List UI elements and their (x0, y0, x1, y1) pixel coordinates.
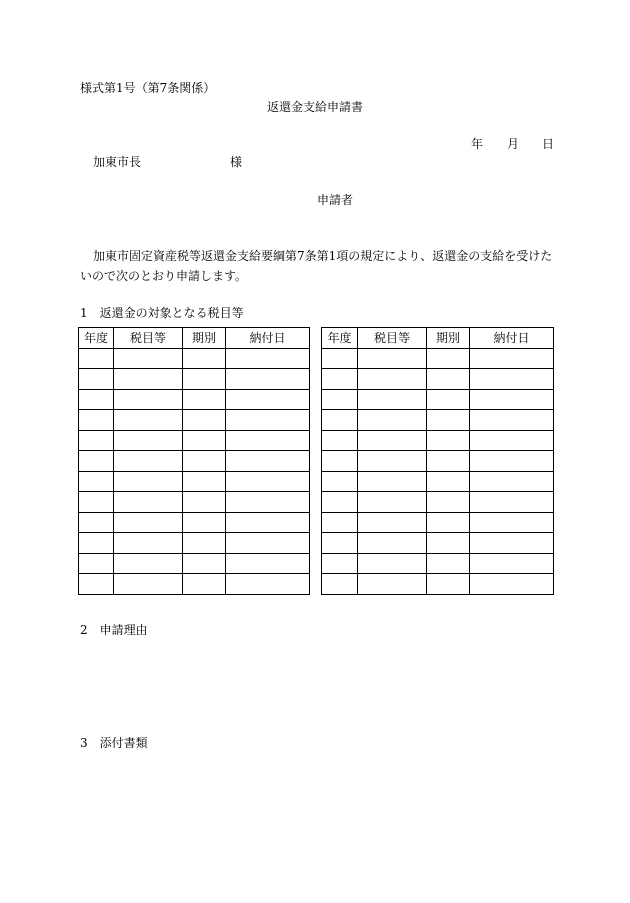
table-row (79, 348, 310, 369)
cell-fiscal-year[interactable] (79, 430, 114, 451)
cell-payment-date[interactable] (226, 492, 310, 513)
cell-fiscal-year[interactable] (322, 512, 358, 533)
cell-tax-item[interactable] (114, 410, 183, 431)
cell-tax-item[interactable] (358, 471, 427, 492)
cell-fiscal-year[interactable] (322, 574, 358, 595)
cell-period[interactable] (427, 574, 470, 595)
header-payment-date: 納付日 (226, 328, 310, 349)
cell-tax-item[interactable] (358, 492, 427, 513)
cell-fiscal-year[interactable] (79, 389, 114, 410)
date-month-label: 月 (507, 137, 520, 151)
table-row (79, 533, 310, 554)
table-row (79, 574, 310, 595)
form-number: 様式第1号（第7条関係） (80, 81, 216, 95)
cell-period[interactable] (427, 369, 470, 390)
cell-period[interactable] (427, 430, 470, 451)
table-row (79, 512, 310, 533)
table-row (322, 471, 554, 492)
table-row (79, 553, 310, 574)
cell-tax-item[interactable] (358, 553, 427, 574)
cell-tax-item[interactable] (114, 533, 183, 554)
cell-fiscal-year[interactable] (79, 492, 114, 513)
table-row (322, 369, 554, 390)
cell-payment-date[interactable] (470, 451, 554, 472)
cell-payment-date[interactable] (470, 348, 554, 369)
cell-tax-item[interactable] (114, 574, 183, 595)
table-row (79, 451, 310, 472)
cell-tax-item[interactable] (358, 533, 427, 554)
addressee: 加東市長 (93, 155, 142, 169)
cell-period[interactable] (183, 574, 226, 595)
cell-fiscal-year[interactable] (322, 430, 358, 451)
honorific: 様 (230, 155, 243, 169)
header-period: 期別 (427, 328, 470, 349)
table-row (322, 553, 554, 574)
table-row (79, 410, 310, 431)
cell-payment-date[interactable] (470, 574, 554, 595)
cell-tax-item[interactable] (358, 430, 427, 451)
cell-payment-date[interactable] (226, 451, 310, 472)
cell-fiscal-year[interactable] (79, 369, 114, 390)
cell-tax-item[interactable] (114, 492, 183, 513)
cell-fiscal-year[interactable] (79, 410, 114, 431)
cell-fiscal-year[interactable] (322, 492, 358, 513)
body-text: 加東市固定資産税等返還金支給要綱第7条第1項の規定により、返還金の支給を受けたいので次のとおり申請します。 (80, 249, 553, 283)
table-header-row (79, 328, 310, 349)
section-1-heading: 1 返還金の対象となる税目等 (80, 306, 244, 320)
cell-tax-item[interactable] (114, 512, 183, 533)
table-row (79, 369, 310, 390)
cell-fiscal-year[interactable] (322, 533, 358, 554)
cell-fiscal-year[interactable] (322, 410, 358, 431)
table-row (322, 533, 554, 554)
applicant-label: 申請者 (316, 193, 353, 207)
header-fiscal-year: 年度 (322, 328, 358, 349)
cell-payment-date[interactable] (226, 533, 310, 554)
table-row (79, 430, 310, 451)
header-fiscal-year: 年度 (79, 328, 114, 349)
table-row (322, 348, 554, 369)
cell-period[interactable] (183, 410, 226, 431)
cell-tax-item[interactable] (358, 389, 427, 410)
cell-payment-date[interactable] (226, 553, 310, 574)
cell-period[interactable] (427, 389, 470, 410)
table-row (322, 389, 554, 410)
cell-payment-date[interactable] (470, 410, 554, 431)
cell-tax-item[interactable] (114, 369, 183, 390)
table-row (322, 574, 554, 595)
cell-fiscal-year[interactable] (322, 369, 358, 390)
cell-tax-item[interactable] (358, 512, 427, 533)
date-day-label: 日 (542, 137, 555, 151)
cell-payment-date[interactable] (470, 512, 554, 533)
cell-fiscal-year[interactable] (79, 533, 114, 554)
document-title: 返還金支給申請書 (266, 100, 363, 114)
cell-fiscal-year[interactable] (322, 348, 358, 369)
cell-tax-item[interactable] (114, 553, 183, 574)
date-year-label: 年 (471, 137, 484, 151)
table-row (322, 410, 554, 431)
cell-tax-item[interactable] (114, 348, 183, 369)
table-row (79, 471, 310, 492)
table-row (322, 451, 554, 472)
cell-period[interactable] (427, 410, 470, 431)
cell-tax-item[interactable] (358, 369, 427, 390)
cell-fiscal-year[interactable] (79, 512, 114, 533)
cell-payment-date[interactable] (226, 410, 310, 431)
cell-fiscal-year[interactable] (79, 574, 114, 595)
cell-fiscal-year[interactable] (322, 471, 358, 492)
cell-payment-date[interactable] (226, 512, 310, 533)
cell-tax-item[interactable] (114, 471, 183, 492)
cell-fiscal-year[interactable] (322, 389, 358, 410)
cell-period[interactable] (427, 451, 470, 472)
cell-period[interactable] (427, 348, 470, 369)
cell-fiscal-year[interactable] (322, 553, 358, 574)
header-payment-date: 納付日 (470, 328, 554, 349)
cell-period[interactable] (183, 492, 226, 513)
cell-payment-date[interactable] (226, 430, 310, 451)
cell-tax-item[interactable] (358, 451, 427, 472)
cell-payment-date[interactable] (226, 471, 310, 492)
cell-payment-date[interactable] (470, 369, 554, 390)
cell-tax-item[interactable] (114, 430, 183, 451)
cell-period[interactable] (183, 512, 226, 533)
cell-period[interactable] (183, 348, 226, 369)
cell-tax-item[interactable] (358, 410, 427, 431)
cell-payment-date[interactable] (226, 389, 310, 410)
cell-period[interactable] (183, 533, 226, 554)
cell-period[interactable] (183, 471, 226, 492)
header-tax-item: 税目等 (358, 328, 427, 349)
cell-period[interactable] (183, 430, 226, 451)
table-header-row (322, 328, 554, 349)
cell-payment-date[interactable] (470, 471, 554, 492)
tax-table-left (78, 327, 310, 595)
cell-fiscal-year[interactable] (79, 451, 114, 472)
cell-fiscal-year[interactable] (79, 471, 114, 492)
cell-tax-item[interactable] (358, 348, 427, 369)
cell-payment-date[interactable] (226, 348, 310, 369)
cell-period[interactable] (183, 369, 226, 390)
tax-table-right (321, 327, 554, 595)
cell-payment-date[interactable] (226, 574, 310, 595)
cell-period[interactable] (427, 533, 470, 554)
table-row (322, 492, 554, 513)
cell-fiscal-year[interactable] (322, 451, 358, 472)
cell-tax-item[interactable] (358, 574, 427, 595)
table-row (322, 512, 554, 533)
cell-period[interactable] (427, 492, 470, 513)
cell-period[interactable] (183, 451, 226, 472)
cell-tax-item[interactable] (114, 389, 183, 410)
header-tax-item: 税目等 (114, 328, 183, 349)
table-row (79, 389, 310, 410)
section-3-heading: 3 添付書類 (80, 736, 148, 750)
cell-period[interactable] (427, 553, 470, 574)
cell-fiscal-year[interactable] (79, 348, 114, 369)
table-row (79, 492, 310, 513)
cell-payment-date[interactable] (226, 369, 310, 390)
header-period: 期別 (183, 328, 226, 349)
cell-payment-date[interactable] (470, 533, 554, 554)
section-2-heading: 2 申請理由 (80, 623, 148, 637)
table-row (322, 430, 554, 451)
cell-payment-date[interactable] (470, 492, 554, 513)
cell-fiscal-year[interactable] (79, 553, 114, 574)
cell-payment-date[interactable] (470, 430, 554, 451)
cell-period[interactable] (183, 389, 226, 410)
cell-payment-date[interactable] (470, 389, 554, 410)
cell-tax-item[interactable] (114, 451, 183, 472)
cell-period[interactable] (183, 553, 226, 574)
cell-payment-date[interactable] (470, 553, 554, 574)
cell-period[interactable] (427, 512, 470, 533)
cell-period[interactable] (427, 471, 470, 492)
